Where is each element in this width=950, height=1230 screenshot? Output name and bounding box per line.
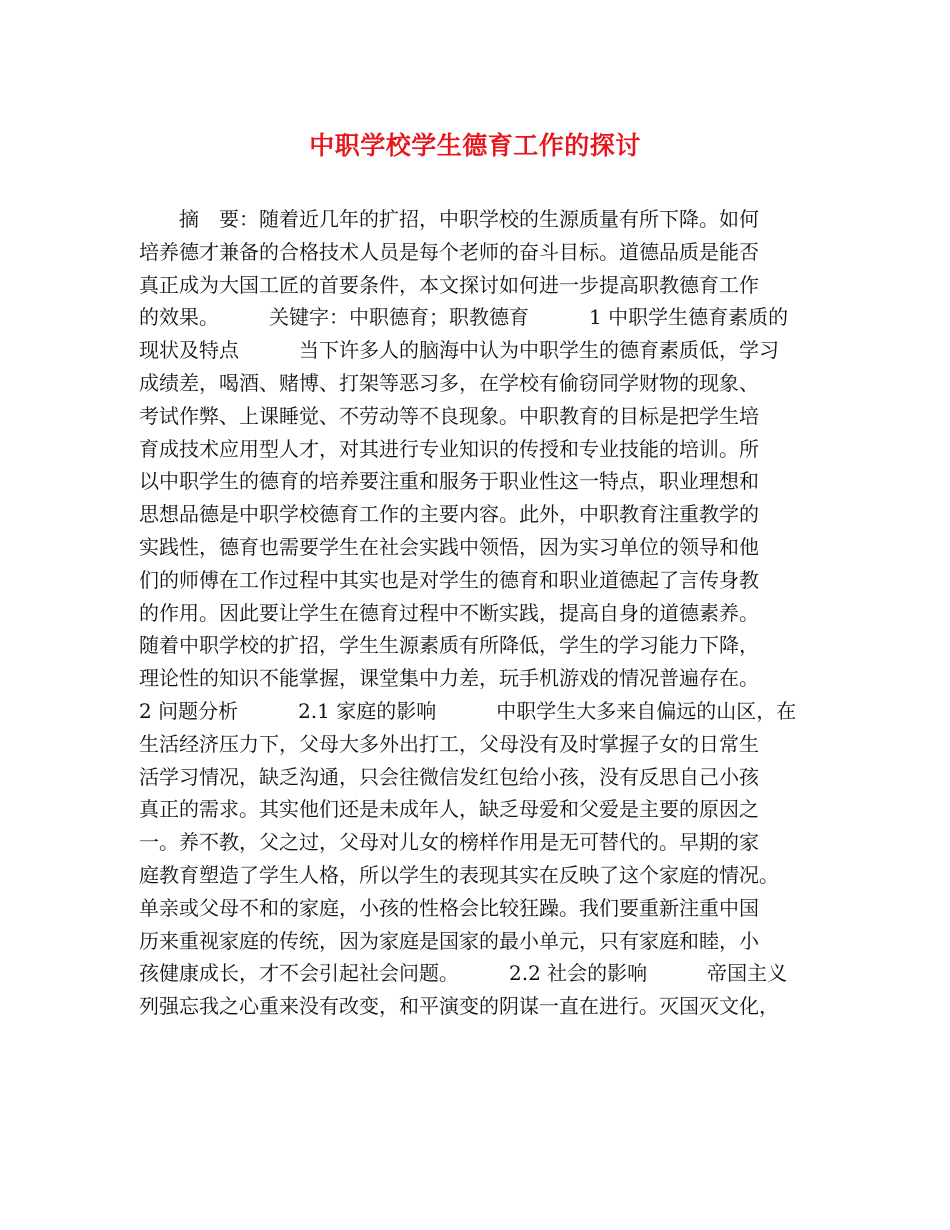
text-line: 活学习情况，缺乏沟通，只会往微信发红包给小孩，没有反思自己小孩: [139, 764, 759, 789]
text-line: 生活经济压力下，父母大多外出打工，父母没有及时掌握子女的日常生: [139, 731, 759, 756]
text-line: 2 问题分析 2.1 家庭的影响 中职学生大多来自偏远的山区，在: [139, 698, 797, 723]
text-line: 庭教育塑造了学生人格，所以学生的表现其实在反映了这个家庭的情况。: [139, 862, 779, 887]
document-body: [139, 203, 829, 1023]
text-line: 的效果。 关键字：中职德育；职教德育 1 中职学生德育素质的: [139, 305, 789, 330]
text-line: 思想品德是中职学校德育工作的主要内容。此外，中职教育注重教学的: [139, 502, 759, 527]
document-title: 中职学校学生德育工作的探讨: [309, 131, 641, 160]
text-line: 一。养不教，父之过，父母对儿女的榜样作用是无可替代的。早期的家: [139, 830, 759, 855]
text-line: 育成技术应用型人才，对其进行专业知识的传授和专业技能的培训。所: [139, 436, 759, 461]
text-line: 成绩差，喝酒、赌博、打架等恶习多，在学校有偷窃同学财物的现象、: [139, 370, 759, 395]
text-line: 实践性，德育也需要学生在社会实践中领悟，因为实习单位的领导和他: [139, 534, 759, 559]
text-line: 现状及特点 当下许多人的脑海中认为中职学生的德育素质低，学习: [139, 338, 779, 363]
text-line: 理论性的知识不能掌握，课堂集中力差，玩手机游戏的情况普遍存在。: [139, 666, 759, 691]
text-line: 考试作弊、上课睡觉、不劳动等不良现象。中职教育的目标是把学生培: [139, 403, 759, 428]
text-line: 随着中职学校的扩招，学生生源素质有所降低，学生的学习能力下降，: [139, 633, 759, 658]
text-line: 列强忘我之心重来没有改变，和平演变的阴谋一直在进行。灭国灭文化，: [139, 994, 779, 1019]
text-line: 摘 要：随着近几年的扩招，中职学校的生源质量有所下降。如何: [139, 207, 759, 231]
text-line: 孩健康成长，才不会引起社会问题。 2.2 社会的影响 帝国主义: [139, 961, 788, 986]
text-line: 真正成为大国工匠的首要条件，本文探讨如何进一步提高职教德育工作: [139, 272, 759, 297]
text-line: 们的师傅在工作过程中其实也是对学生的德育和职业道德起了言传身教: [139, 567, 759, 592]
text-line: 的作用。因此要让学生在德育过程中不断实践，提高自身的道德素养。: [139, 600, 759, 625]
text-line: 真正的需求。其实他们还是未成年人，缺乏母爱和父爱是主要的原因之: [139, 797, 759, 822]
text-line: 培养德才兼备的合格技术人员是每个老师的奋斗目标。道德品质是能否: [139, 239, 759, 264]
text-line: 单亲或父母不和的家庭，小孩的性格会比较狂躁。我们要重新注重中国: [139, 895, 759, 920]
text-line: 历来重视家庭的传统，因为家庭是国家的最小单元，只有家庭和睦，小: [139, 928, 759, 953]
text-line: 以中职学生的德育的培养要注重和服务于职业性这一特点，职业理想和: [139, 469, 759, 494]
